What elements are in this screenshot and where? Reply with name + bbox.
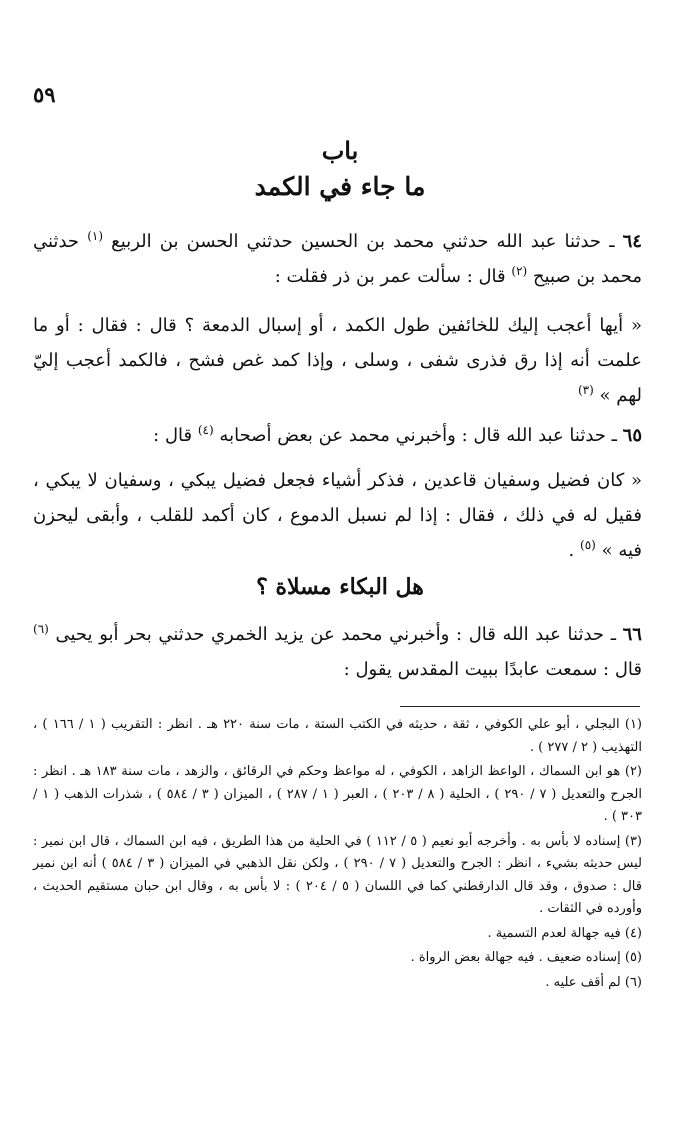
footnote-1: (١) البجلي ، أبو علي الكوفي ، ثقة ، حديثه في الكتب الستة ، مات سنة ٢٢٠ هـ . انظر : التقريب ( ١ / ١٦٦ ) ، التهذيب ( ٢ / ٢٧٧ ) . [33,717,642,755]
isnad-text: حدثني محمد بن صبيح [33,231,642,287]
chapter-label: باب [321,136,359,165]
footnote-ref: (٥) [580,538,596,552]
quote-end: . [568,540,575,561]
page-number: ٥٩ [33,82,56,107]
footnote-6: (٦) لم أقف عليه . [545,974,642,990]
isnad-text: قال : سألت عمر بن ذر فقلت : [274,266,506,287]
footnote-ref: (٢) [511,264,528,278]
footnote-4: (٤) فيه جهالة لعدم التسمية . [487,925,642,941]
narration-64-quote [33,308,642,413]
footnotes [33,714,642,996]
narration-number: ٦٦ [622,624,642,645]
isnad-text: ـ حدثنا عبد الله حدثني محمد بن الحسين حدثني الحسن بن الربيع [111,231,615,252]
narration-number: ٦٥ [622,425,642,446]
footnote-5: (٥) إسناده ضعيف . فيه جهالة بعض الرواة . [410,950,642,965]
footnote-divider [400,706,640,707]
narration-64 [33,224,642,294]
narration-number: ٦٤ [622,231,642,252]
footnote-ref: (٣) [577,383,594,397]
footnote-2: (٢) هو ابن السماك ، الواعظ الزاهد ، الكوفي ، له مواعظ وحكم في الرقائق ، والزهد ، مات سنة ١٨٣ هـ . انظر : الجرح والتعديل ( ٧ / ٢٩٠ ) ، الحلية ( ٨ / ٢٠٣ ) ، العبر ( ١ / ٢٨٧ ) ، الميزان ( ٣ / ٥٨٤ ) ، شذرات الذهب ( ١ / ٣٠٣ ) . [33,764,642,824]
footnote-ref: (١) [87,229,104,243]
footnote-ref: (٦) [33,622,49,636]
isnad-text: قال : سمعت عابدًا ببيت المقدس يقول : [343,659,642,680]
isnad-text: ـ حدثنا عبد الله قال : وأخبرني محمد عن يزيد الخمري حدثني بحر أبو يحيى [55,624,616,645]
narration-66 [33,617,642,687]
footnote-3: (٣) إسناده لا بأس به . وأخرجه أبو نعيم ( ٥ / ١١٢ ) في الحلية من هذا الطريق ، فيه ابن السماك ، قال ابن نمير : ليس حديثه بشيء ، انظر : الجرح والتعديل ( ٧ / ٢٩٠ ) ، ولكن نقل الذهبي في الميزان ( ٣ / ٥٨٤ ) أنه ابن نمير قال : صدوق ، وقد قال الدارقطني كما في اللسان ( ٥ / ٢٠٤ ) : لا بأس به ، وقال ابن حبان مستقيم الحديث ، وأورده في الثقات . [33,833,643,916]
narration-65-quote [33,463,642,568]
section-title: هل البكاء مسلاة ؟ [256,574,424,600]
isnad-text: ـ حدثنا عبد الله قال : وأخبرني محمد عن بعض أصحابه [219,425,617,446]
quote-text: « أيها أعجب إليك للخائفين طول الكمد ، أو إسبال الدمعة ؟ قال : فقال : أو ما علمت أنه إذا رق فذرى شفى ، وسلى ، وإذا كمد غص فشح ، فالكمد أعجب إليّ لهم » [33,315,642,406]
quote-text: « كان فضيل وسفيان قاعدين ، فذكر أشياء فجعل فضيل يبكي ، وسفيان لا يبكي ، فقيل له في ذلك ، فقال : إذا لم نسبل الدموع ، كان أكمد للقلب ، وأبقى ليحزن فيه » [33,470,642,561]
chapter-title: ما جاء في الكمد [254,172,426,201]
isnad-text: قال : [153,425,193,446]
narration-65 [33,418,642,453]
footnote-ref: (٤) [197,423,214,437]
